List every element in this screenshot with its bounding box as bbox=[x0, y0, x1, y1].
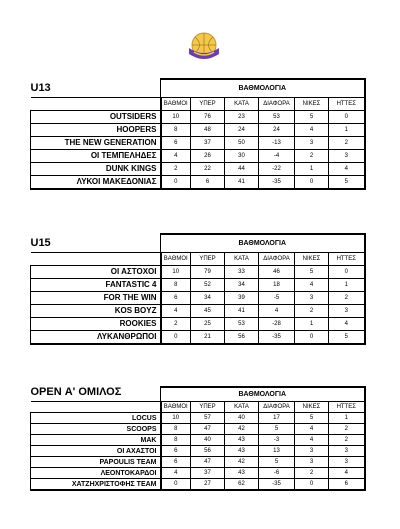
losses-cell: 0 bbox=[329, 266, 365, 279]
wins-cell: 2 bbox=[295, 468, 329, 479]
losses-cell: 5 bbox=[329, 176, 365, 190]
wins-cell: 4 bbox=[295, 424, 329, 435]
col-losses: ΗΤΤΕΣ bbox=[329, 253, 365, 266]
wins-cell: 3 bbox=[295, 292, 329, 305]
standings-table-u15 bbox=[30, 233, 366, 345]
team-name: FOR THE WIN bbox=[31, 292, 161, 305]
for-cell: 34 bbox=[191, 292, 225, 305]
wins-cell: 5 bbox=[295, 266, 329, 279]
team-name: FANTASTIC 4 bbox=[31, 279, 161, 292]
team-name: LOCUS bbox=[31, 413, 161, 424]
table-row bbox=[31, 468, 365, 479]
col-points: ΒΑΘΜΟΙ bbox=[161, 253, 191, 266]
col-points: ΒΑΘΜΟΙ bbox=[161, 402, 191, 413]
for-cell: 48 bbox=[191, 124, 225, 137]
table-row bbox=[31, 413, 365, 424]
wins-cell: 4 bbox=[295, 435, 329, 446]
against-cell: 62 bbox=[225, 479, 259, 491]
losses-cell: 4 bbox=[329, 468, 365, 479]
losses-cell: 1 bbox=[329, 413, 365, 424]
against-cell: 23 bbox=[225, 111, 259, 124]
against-cell: 41 bbox=[225, 305, 259, 318]
diff-cell: -35 bbox=[259, 479, 295, 491]
for-cell: 52 bbox=[191, 279, 225, 292]
category-title: U15 bbox=[31, 234, 161, 253]
for-cell: 22 bbox=[191, 163, 225, 176]
against-cell: 56 bbox=[225, 331, 259, 345]
col-losses: ΗΤΤΕΣ bbox=[329, 402, 365, 413]
table-row bbox=[31, 479, 365, 491]
team-name: ΛΕΟΝΤΟΚΑΡΔΟΙ bbox=[31, 468, 161, 479]
team-name: ΛΥΚΑΝΘΡΩΠΟΙ bbox=[31, 331, 161, 345]
team-name: ΟΙ ΑΣΤΟΧΟΙ bbox=[31, 266, 161, 279]
diff-cell: -35 bbox=[259, 176, 295, 190]
points-cell: 8 bbox=[161, 424, 191, 435]
points-cell: 8 bbox=[161, 124, 191, 137]
for-cell: 47 bbox=[191, 457, 225, 468]
for-cell: 21 bbox=[191, 331, 225, 345]
points-cell: 4 bbox=[161, 150, 191, 163]
against-cell: 30 bbox=[225, 150, 259, 163]
standings-heading: ΒΑΘΜΟΛΟΓΙΑ bbox=[161, 79, 365, 98]
table-row bbox=[31, 137, 365, 150]
for-cell: 6 bbox=[191, 176, 225, 190]
col-for: ΥΠΕΡ bbox=[191, 98, 225, 111]
for-cell: 57 bbox=[191, 413, 225, 424]
wins-cell: 2 bbox=[295, 150, 329, 163]
against-cell: 43 bbox=[225, 468, 259, 479]
table-row bbox=[31, 435, 365, 446]
wins-cell: 2 bbox=[295, 305, 329, 318]
wins-cell: 5 bbox=[295, 111, 329, 124]
table-row bbox=[31, 305, 365, 318]
team-name: PAPOULIS TEAM bbox=[31, 457, 161, 468]
against-cell: 41 bbox=[225, 176, 259, 190]
diff-cell: -5 bbox=[259, 292, 295, 305]
wins-cell: 5 bbox=[295, 413, 329, 424]
points-cell: 2 bbox=[161, 163, 191, 176]
team-name: ΧΑΤΖΗΧΡΙΣΤΟΦΗΣ TEAM bbox=[31, 479, 161, 491]
standings-heading: ΒΑΘΜΟΛΟΓΙΑ bbox=[161, 234, 365, 253]
wins-cell: 4 bbox=[295, 279, 329, 292]
diff-cell: -13 bbox=[259, 137, 295, 150]
diff-cell: 53 bbox=[259, 111, 295, 124]
col-against: ΚΑΤΑ bbox=[225, 253, 259, 266]
points-cell: 0 bbox=[161, 479, 191, 491]
against-cell: 24 bbox=[225, 124, 259, 137]
wins-cell: 1 bbox=[295, 163, 329, 176]
points-cell: 8 bbox=[161, 435, 191, 446]
standings-table-open-a bbox=[30, 386, 366, 491]
col-diff: ΔΙΑΦΟΡΑ bbox=[259, 98, 295, 111]
team-name: OUTSIDERS bbox=[31, 111, 161, 124]
table-row bbox=[31, 331, 365, 345]
points-cell: 0 bbox=[161, 176, 191, 190]
table-row bbox=[31, 176, 365, 190]
wins-cell: 3 bbox=[295, 137, 329, 150]
losses-cell: 4 bbox=[329, 318, 365, 331]
table-row bbox=[31, 318, 365, 331]
table-row bbox=[31, 150, 365, 163]
col-for: ΥΠΕΡ bbox=[191, 253, 225, 266]
points-cell: 10 bbox=[161, 266, 191, 279]
table-row bbox=[31, 279, 365, 292]
diff-cell: -28 bbox=[259, 318, 295, 331]
col-losses: ΗΤΤΕΣ bbox=[329, 98, 365, 111]
points-cell: 6 bbox=[161, 137, 191, 150]
table-row bbox=[31, 266, 365, 279]
for-cell: 40 bbox=[191, 435, 225, 446]
team-name: ΟΙ ΑΧΑΣΤΟΙ bbox=[31, 446, 161, 457]
for-cell: 26 bbox=[191, 150, 225, 163]
points-cell: 6 bbox=[161, 457, 191, 468]
col-diff: ΔΙΑΦΟΡΑ bbox=[259, 402, 295, 413]
team-name: SCOOPS bbox=[31, 424, 161, 435]
against-cell: 44 bbox=[225, 163, 259, 176]
points-cell: 6 bbox=[161, 446, 191, 457]
for-cell: 27 bbox=[191, 479, 225, 491]
diff-cell: 13 bbox=[259, 446, 295, 457]
points-cell: 4 bbox=[161, 305, 191, 318]
table-row bbox=[31, 446, 365, 457]
against-cell: 34 bbox=[225, 279, 259, 292]
points-cell: 8 bbox=[161, 279, 191, 292]
against-cell: 39 bbox=[225, 292, 259, 305]
standings-table-u13 bbox=[30, 78, 366, 190]
diff-cell: -6 bbox=[259, 468, 295, 479]
col-against: ΚΑΤΑ bbox=[225, 402, 259, 413]
against-cell: 53 bbox=[225, 318, 259, 331]
table-row bbox=[31, 124, 365, 137]
losses-cell: 3 bbox=[329, 150, 365, 163]
wins-cell: 1 bbox=[295, 318, 329, 331]
for-cell: 37 bbox=[191, 468, 225, 479]
points-cell: 6 bbox=[161, 292, 191, 305]
basketball-logo-icon bbox=[186, 28, 222, 64]
team-name: ΛΥΚΟΙ ΜΑΚΕΔΟΝΙΑΣ bbox=[31, 176, 161, 190]
losses-cell: 6 bbox=[329, 479, 365, 491]
for-cell: 37 bbox=[191, 137, 225, 150]
points-cell: 2 bbox=[161, 318, 191, 331]
for-cell: 45 bbox=[191, 305, 225, 318]
losses-cell: 3 bbox=[329, 305, 365, 318]
team-name: THE NEW GENERATION bbox=[31, 137, 161, 150]
points-cell: 0 bbox=[161, 331, 191, 345]
diff-cell: -22 bbox=[259, 163, 295, 176]
team-name: HOOPERS bbox=[31, 124, 161, 137]
col-wins: ΝΙΚΕΣ bbox=[295, 98, 329, 111]
team-name: ΟΙ ΤΕΜΠΕΛΗΔΕΣ bbox=[31, 150, 161, 163]
against-cell: 33 bbox=[225, 266, 259, 279]
for-cell: 79 bbox=[191, 266, 225, 279]
diff-cell: 5 bbox=[259, 457, 295, 468]
losses-cell: 3 bbox=[329, 457, 365, 468]
for-cell: 25 bbox=[191, 318, 225, 331]
points-cell: 4 bbox=[161, 468, 191, 479]
losses-cell: 2 bbox=[329, 292, 365, 305]
col-diff: ΔΙΑΦΟΡΑ bbox=[259, 253, 295, 266]
col-points: ΒΑΘΜΟΙ bbox=[161, 98, 191, 111]
against-cell: 43 bbox=[225, 446, 259, 457]
points-cell: 10 bbox=[161, 413, 191, 424]
for-cell: 47 bbox=[191, 424, 225, 435]
team-name: DUNK KINGS bbox=[31, 163, 161, 176]
col-wins: ΝΙΚΕΣ bbox=[295, 253, 329, 266]
losses-cell: 1 bbox=[329, 279, 365, 292]
table-row bbox=[31, 163, 365, 176]
points-cell: 10 bbox=[161, 111, 191, 124]
diff-cell: -35 bbox=[259, 331, 295, 345]
wins-cell: 0 bbox=[295, 479, 329, 491]
col-for: ΥΠΕΡ bbox=[191, 402, 225, 413]
col-against: ΚΑΤΑ bbox=[225, 98, 259, 111]
table-row bbox=[31, 457, 365, 468]
category-title: OPEN Α' ΟΜΙΛΟΣ bbox=[31, 387, 161, 402]
diff-cell: 5 bbox=[259, 424, 295, 435]
wins-cell: 0 bbox=[295, 331, 329, 345]
wins-cell: 3 bbox=[295, 446, 329, 457]
against-cell: 50 bbox=[225, 137, 259, 150]
against-cell: 40 bbox=[225, 413, 259, 424]
losses-cell: 2 bbox=[329, 435, 365, 446]
team-name: KOS BOYZ bbox=[31, 305, 161, 318]
for-cell: 76 bbox=[191, 111, 225, 124]
table-row bbox=[31, 424, 365, 435]
wins-cell: 3 bbox=[295, 457, 329, 468]
diff-cell: 46 bbox=[259, 266, 295, 279]
standings-heading: ΒΑΘΜΟΛΟΓΙΑ bbox=[161, 387, 365, 402]
table-row bbox=[31, 111, 365, 124]
diff-cell: 18 bbox=[259, 279, 295, 292]
losses-cell: 5 bbox=[329, 331, 365, 345]
diff-cell: -3 bbox=[259, 435, 295, 446]
category-title: U13 bbox=[31, 79, 161, 98]
diff-cell: 24 bbox=[259, 124, 295, 137]
losses-cell: 2 bbox=[329, 424, 365, 435]
diff-cell: 17 bbox=[259, 413, 295, 424]
against-cell: 42 bbox=[225, 424, 259, 435]
team-name: MAK bbox=[31, 435, 161, 446]
wins-cell: 0 bbox=[295, 176, 329, 190]
losses-cell: 2 bbox=[329, 137, 365, 150]
wins-cell: 4 bbox=[295, 124, 329, 137]
diff-cell: 4 bbox=[259, 305, 295, 318]
table-row bbox=[31, 292, 365, 305]
losses-cell: 4 bbox=[329, 163, 365, 176]
col-wins: ΝΙΚΕΣ bbox=[295, 402, 329, 413]
against-cell: 43 bbox=[225, 435, 259, 446]
team-name: ROOKIES bbox=[31, 318, 161, 331]
losses-cell: 0 bbox=[329, 111, 365, 124]
losses-cell: 1 bbox=[329, 124, 365, 137]
diff-cell: -4 bbox=[259, 150, 295, 163]
against-cell: 42 bbox=[225, 457, 259, 468]
losses-cell: 3 bbox=[329, 446, 365, 457]
for-cell: 56 bbox=[191, 446, 225, 457]
